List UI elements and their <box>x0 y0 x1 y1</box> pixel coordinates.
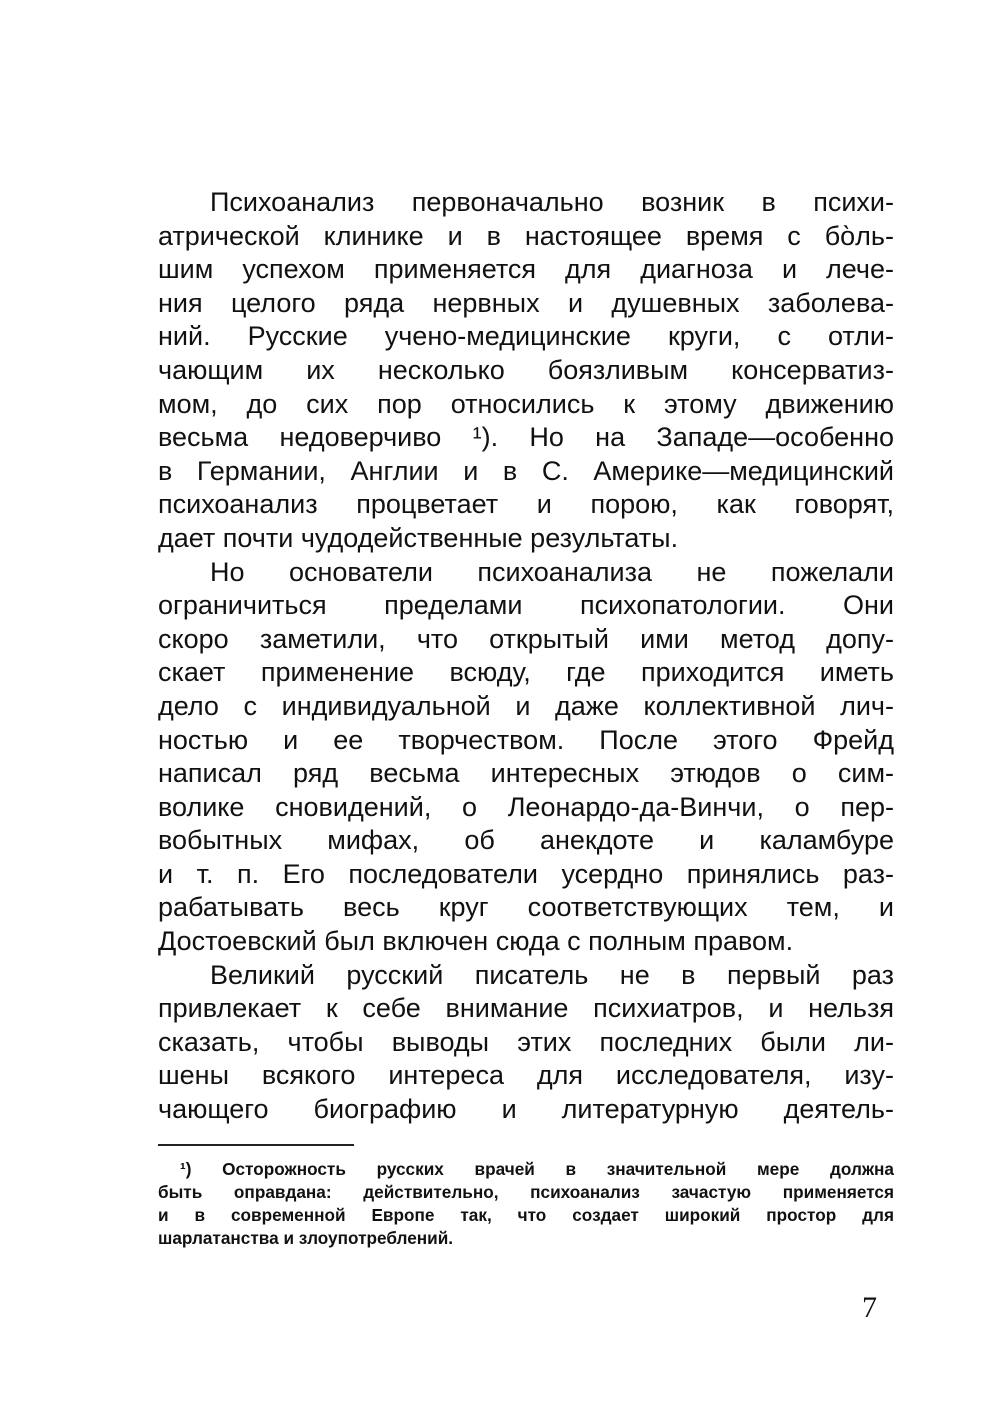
text-line: ний. Русские учено-медицинские круги, с отли- <box>158 321 894 352</box>
text-line: дает почти чудодейственные результаты. <box>158 522 679 553</box>
text-line: дело с индивидуальной и даже коллективной лич- <box>158 690 894 721</box>
text-line: Достоевский был включен сюда с полным правом. <box>158 926 794 957</box>
text-line: сказать, чтобы выводы этих последних были ли- <box>158 1026 894 1057</box>
text-line: мом, до сих пор относились к этому движению <box>158 388 894 419</box>
text-line: вобытных мифах, об анекдоте и каламбуре <box>158 825 894 856</box>
text-line: ограничиться пределами психопатологии. Они <box>158 590 894 621</box>
text-line: в Германии, Англии и в С. Америке—медицинский <box>158 455 894 486</box>
text-line: психоанализ процветает и порою, как говорят, <box>158 489 894 520</box>
page-number: 7 <box>862 1291 877 1324</box>
text-line: шим успехом применяется для диагноза и лече- <box>158 254 894 285</box>
text-line: привлекает к себе внимание психиатров, и нельзя <box>158 993 894 1024</box>
footnote-line: шарлатанства и злоупотреблений. <box>158 1228 454 1248</box>
text-line: скает применение всюду, где приходится иметь <box>158 657 894 688</box>
text-line: весьма недоверчиво ¹). Но на Западе—особенно <box>158 422 894 453</box>
text-line: Великий русский писатель не в первый раз <box>210 959 894 990</box>
text-line: чающим их несколько боязливым консерватиз- <box>158 354 894 385</box>
footnote-divider <box>158 1144 354 1146</box>
text-line: и т. п. Его последователи усердно принялись раз- <box>158 858 894 889</box>
text-line: ния целого ряда нервных и душевных заболева- <box>158 287 894 318</box>
text-line: рабатывать весь круг соответствующих тем, и <box>158 892 894 923</box>
footnote-line: ¹) Осторожность русских врачей в значительной мере должна <box>180 1159 894 1179</box>
footnote <box>158 1158 894 1250</box>
text-line: написал ряд весьма интересных этюдов о сим- <box>158 758 894 789</box>
text-line: шены всякого интереса для исследователя, изу- <box>158 1060 894 1091</box>
text-line: Психоанализ первоначально возник в психи- <box>210 187 894 217</box>
main-text <box>158 186 894 1127</box>
text-line: ностью и ее творчеством. После этого Фрейд <box>158 724 894 755</box>
text-line: волике сновидений, о Леонардо-да-Винчи, о пер- <box>158 791 894 822</box>
text-line: Но основатели психоанализа не пожелали <box>210 556 894 587</box>
text-line: атрической клинике и в настоящее время с бо̀ль- <box>158 220 894 251</box>
text-line: скоро заметили, что открытый ими метод допу- <box>158 623 894 654</box>
footnote-line: быть оправдана: действительно, психоанализ зачастую применяется <box>158 1182 894 1202</box>
text-line: чающего биографию и литературную деятель- <box>158 1094 894 1125</box>
footnote-line: и в современной Европе так, что создает широкий простор для <box>158 1205 894 1225</box>
